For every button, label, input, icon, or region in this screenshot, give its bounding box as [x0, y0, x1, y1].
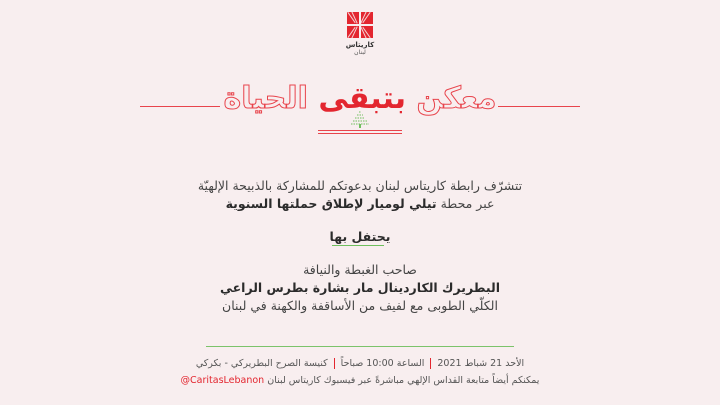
social-handle-link[interactable]: @CaritasLebanon: [180, 375, 265, 386]
facebook-note-text: يمكنكم أيضاً متابعة القداس الإلهي مباشرةً عبر فيسبوك كاريتاس لبنان: [267, 375, 540, 386]
celebrant-line-1: صاحب الغبطة والنيافة: [303, 262, 417, 277]
facebook-note: [0, 375, 720, 386]
invitation-prefix: عبر محطة: [440, 196, 495, 211]
caritas-cross-icon: [347, 12, 373, 38]
event-date: الأحد 21 شباط 2021: [437, 358, 525, 369]
celebrant-heading: يحتفل بها: [329, 229, 391, 244]
event-place: كنيسة الصرح البطريركي - بكركي: [195, 358, 328, 369]
divider-line-top: [318, 130, 402, 131]
heading-underline: [332, 245, 384, 246]
invitation-line-2: [0, 195, 720, 213]
celebrant-line-3: الكلّي الطوبى مع لفيف من الأساقفة والكهنة في لبنان: [222, 298, 498, 313]
separator: [334, 358, 335, 369]
invitation-line-1: تتشرّف رابطة كاريتاس لبنان بدعوتكم للمشاركة بالذبيحة الإلهيّة: [197, 178, 523, 193]
divider-line-bottom: [318, 133, 402, 134]
cedar-tree-icon: [350, 110, 370, 128]
celebrant-line-2: البطريرك الكاردينال مار بشارة بطرس الراعي: [219, 280, 501, 295]
headline-part-2: بتبقى: [318, 81, 407, 116]
separator: [430, 358, 431, 369]
headline-part-3: الحياة: [223, 81, 308, 116]
logo-name: كاريتاس: [345, 41, 375, 49]
event-details: [0, 358, 720, 369]
logo-subtitle: لبنان: [354, 49, 366, 56]
event-time: الساعة 10:00 صباحاً: [340, 358, 425, 369]
footer-divider: [206, 346, 514, 347]
station-name: تيلي لوميار: [367, 196, 437, 211]
caritas-logo: [344, 12, 376, 56]
invitation-suffix: لإطلاق حملتها السنوية: [225, 196, 364, 211]
headline-part-1: معكن: [416, 81, 497, 116]
